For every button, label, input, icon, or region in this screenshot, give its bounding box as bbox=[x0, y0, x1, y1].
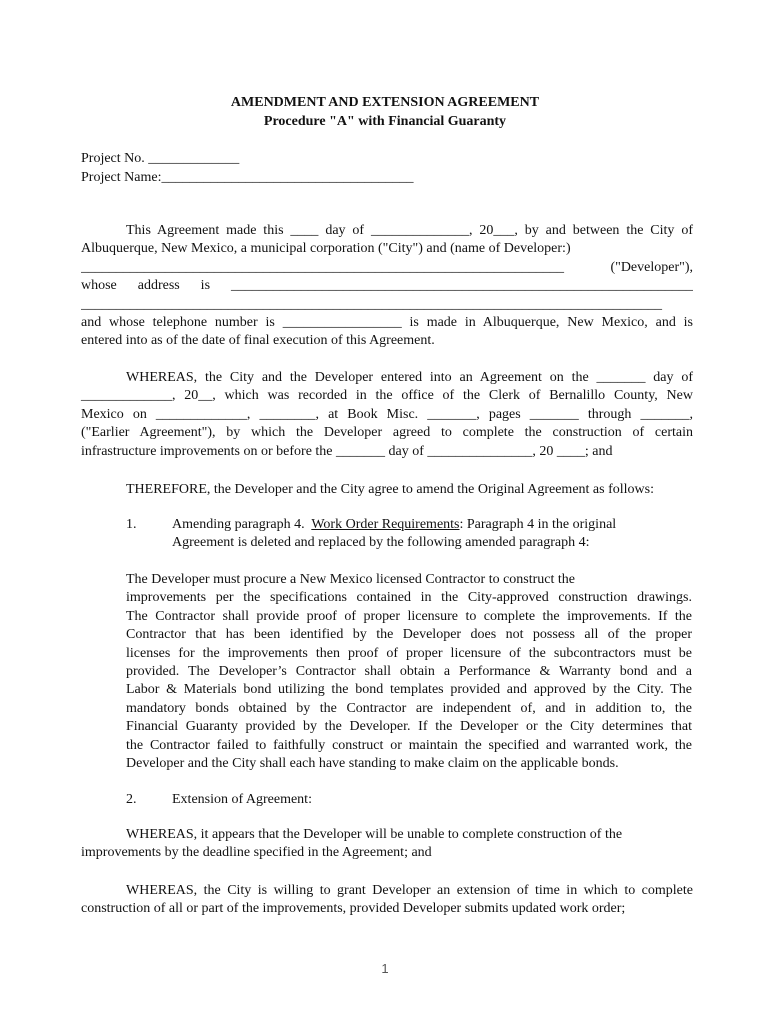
amended-line: Labor & Materials bond utilizing the bond templates provided and approved by the City. The bbox=[126, 682, 692, 698]
amended-line: Developer and the City shall each have standing to make claim on the applicable bonds. bbox=[126, 756, 619, 772]
item-2-number: 2. bbox=[126, 792, 137, 807]
item-1-heading bbox=[172, 516, 616, 534]
intro-line: whose address is __________________________________________________________________ bbox=[81, 278, 693, 294]
work-order-requirements-heading: Work Order Requirements bbox=[311, 517, 460, 532]
amended-line: provided. The Developer’s Contractor shall obtain a Performance & Warranty bond and a bbox=[126, 664, 692, 680]
project-number-line: Project No. _____________ bbox=[81, 151, 240, 166]
amended-line: The Developer must procure a New Mexico licensed Contractor to construct the bbox=[126, 572, 576, 587]
whereas-line: WHEREAS, the City and the Developer entered into an Agreement on the _______ day of bbox=[126, 370, 693, 385]
whereas-unable-to-complete bbox=[81, 826, 693, 863]
whereas-line: improvements by the deadline specified in the Agreement; and bbox=[81, 845, 432, 861]
intro-line: This Agreement made this ____ day of ______________, 20___, by and between the City of bbox=[126, 223, 693, 238]
intro-line: entered into as of the date of final execution of this Agreement. bbox=[81, 333, 435, 349]
amended-line: Financial Guaranty provided by the Developer. If the Developer or the City determines that bbox=[126, 719, 692, 735]
intro-line: ___________________________________________________________________________________ bbox=[81, 296, 662, 312]
document-subtitle: Procedure "A" with Financial Guaranty bbox=[263, 114, 507, 129]
page-number: 1 bbox=[381, 961, 389, 976]
whereas-line: _____________, 20__, which was recorded in the office of the Clerk of Bernalillo County, New bbox=[81, 388, 693, 404]
item-2-heading: Extension of Agreement: bbox=[172, 792, 312, 807]
amended-line: Contractor that has been identified by the Developer does not possess all of the proper bbox=[126, 627, 692, 643]
intro-line: _____________________________________________________________________ ("Developer"), bbox=[81, 259, 693, 275]
intro-line: and whose telephone number is _________________ is made in Albuquerque, New Mexico, and is bbox=[81, 315, 693, 331]
whereas-line: construction of all or part of the improvements, provided Developer submits updated work order; bbox=[81, 901, 626, 917]
therefore-clause: THEREFORE, the Developer and the City agree to amend the Original Agreement as follows: bbox=[126, 482, 654, 497]
whereas-line: Mexico on _____________, ________, at Book Misc. _______, pages _______ through _______, bbox=[81, 406, 693, 422]
amended-line: The Contractor shall provide proof of proper licensure to complete the improvements. If the bbox=[126, 608, 692, 624]
whereas-earlier-agreement bbox=[81, 369, 693, 461]
item-1-rest: : Paragraph 4 in the original bbox=[459, 517, 617, 532]
amended-line: mandatory bonds obtained by the Contractor are independent of, and in addition to, the bbox=[126, 700, 692, 716]
amended-line: the Contractor failed to faithfully construct or maintain the specified and warranted work, the bbox=[126, 737, 692, 753]
whereas-line: WHEREAS, the City is willing to grant Developer an extension of time in which to complete bbox=[126, 883, 693, 898]
project-name-line: Project Name:____________________________________ bbox=[81, 170, 414, 185]
amended-paragraph-4 bbox=[126, 571, 692, 773]
document-title: AMENDMENT AND EXTENSION AGREEMENT bbox=[230, 95, 540, 110]
whereas-line: WHEREAS, it appears that the Developer will be unable to complete construction of the bbox=[126, 827, 623, 842]
whereas-extension-granted bbox=[81, 882, 693, 919]
item-1-line-2: Agreement is deleted and replaced by the following amended paragraph 4: bbox=[172, 535, 590, 550]
item-1-number: 1. bbox=[126, 517, 137, 532]
amended-line: improvements per the specifications contained in the City-approved construction drawings. bbox=[126, 590, 692, 606]
item-1-prefix: Amending paragraph 4. bbox=[172, 517, 312, 532]
whereas-line: ("Earlier Agreement"), by which the Developer agreed to complete the construction of certain bbox=[81, 425, 693, 441]
amended-line: licenses for the improvements then proof of proper licensure of the subcontractors must be bbox=[126, 645, 692, 661]
intro-line: Albuquerque, New Mexico, a municipal corporation ("City") and (name of Developer:) bbox=[81, 241, 571, 257]
intro-paragraph bbox=[81, 222, 693, 351]
whereas-line: infrastructure improvements on or before the _______ day of _______________, 20 ____; and bbox=[81, 443, 613, 459]
